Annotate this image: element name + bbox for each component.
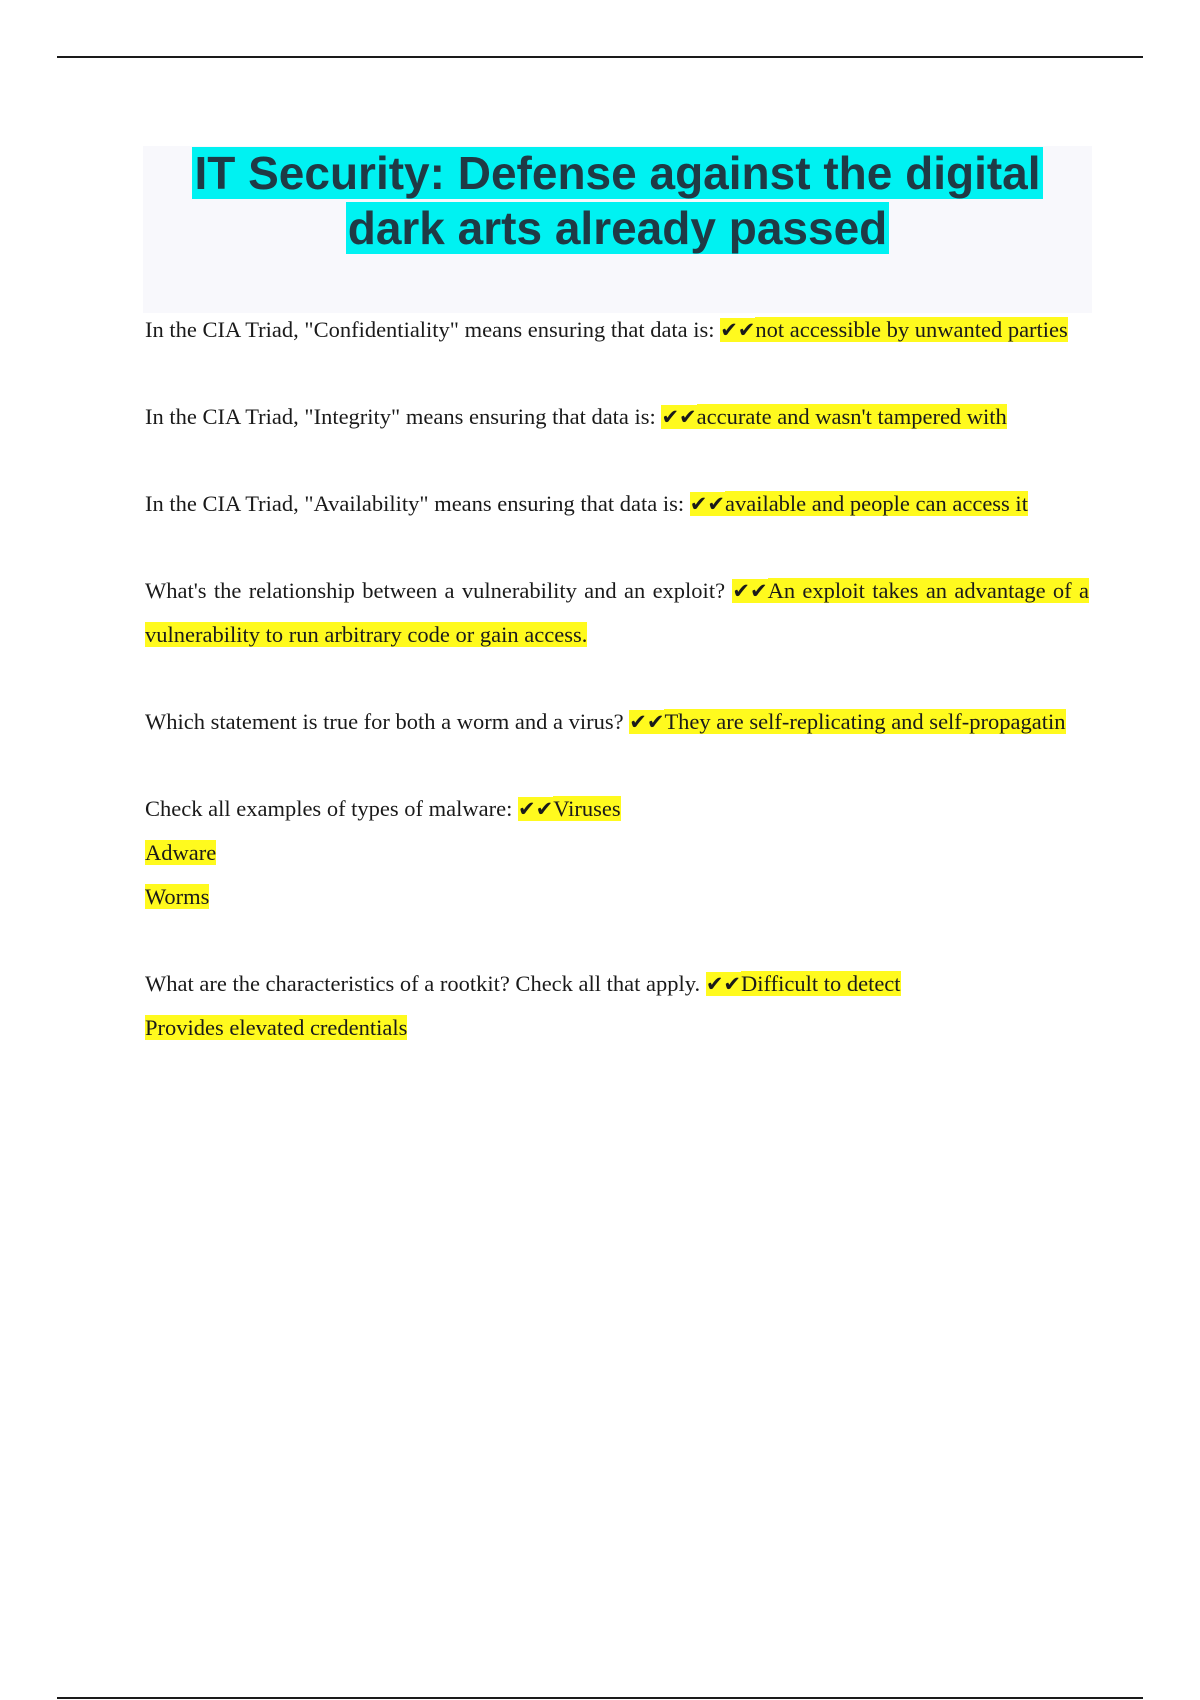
qa-item <box>145 308 1089 352</box>
question-text: In the CIA Triad, "Confidentiality" means ensuring that data is: <box>145 317 721 342</box>
answer-text: Difficult to detect <box>741 971 901 996</box>
double-check-icon: ✔✔ <box>732 579 768 603</box>
answer-line <box>145 875 1089 919</box>
double-check-icon: ✔✔ <box>661 405 697 429</box>
double-check-icon: ✔✔ <box>720 318 756 342</box>
qa-item <box>145 962 1089 1050</box>
answer-text: They are self-replicating and self-propagatin <box>664 709 1066 734</box>
qa-list <box>145 308 1089 1093</box>
answer-text: Viruses <box>553 796 621 821</box>
qa-item <box>145 700 1089 744</box>
page-title <box>143 146 1092 256</box>
bottom-rule <box>57 1697 1143 1699</box>
question-text: Which statement is true for both a worm and a virus? <box>145 709 630 734</box>
answer-text: Worms <box>145 884 210 909</box>
question-text: Check all examples of types of malware: <box>145 796 518 821</box>
answer-text: Adware <box>145 840 217 865</box>
answer-text: Provides elevated credentials <box>145 1015 408 1040</box>
qa-item <box>145 482 1089 526</box>
answer-text: available and people can access it <box>724 491 1028 516</box>
answer-line <box>145 1006 1089 1050</box>
question-text: In the CIA Triad, "Availability" means ensuring that data is: <box>145 491 690 516</box>
question-text: In the CIA Triad, "Integrity" means ensuring that data is: <box>145 404 662 429</box>
answer-text: accurate and wasn't tampered with <box>696 404 1007 429</box>
double-check-icon: ✔✔ <box>689 492 725 516</box>
question-text: What's the relationship between a vulnerability and an exploit? <box>145 578 733 603</box>
answer-text: not accessible by unwanted parties <box>755 317 1068 342</box>
top-rule <box>57 56 1143 58</box>
answer-line <box>145 831 1089 875</box>
question-text: What are the characteristics of a rootkit? Check all that apply. <box>145 971 706 996</box>
double-check-icon: ✔✔ <box>518 797 554 821</box>
answer-text: An exploit takes an advantage of a vulnerability to run arbitrary code or gain access. <box>145 578 1089 647</box>
double-check-icon: ✔✔ <box>629 710 665 734</box>
title-line-1: IT Security: Defense against the digital <box>194 147 1041 199</box>
title-block <box>143 146 1092 313</box>
title-line-2: dark arts already passed <box>347 202 888 254</box>
qa-item <box>145 569 1089 657</box>
qa-item <box>145 787 1089 919</box>
qa-item <box>145 395 1089 439</box>
double-check-icon: ✔✔ <box>705 972 742 996</box>
